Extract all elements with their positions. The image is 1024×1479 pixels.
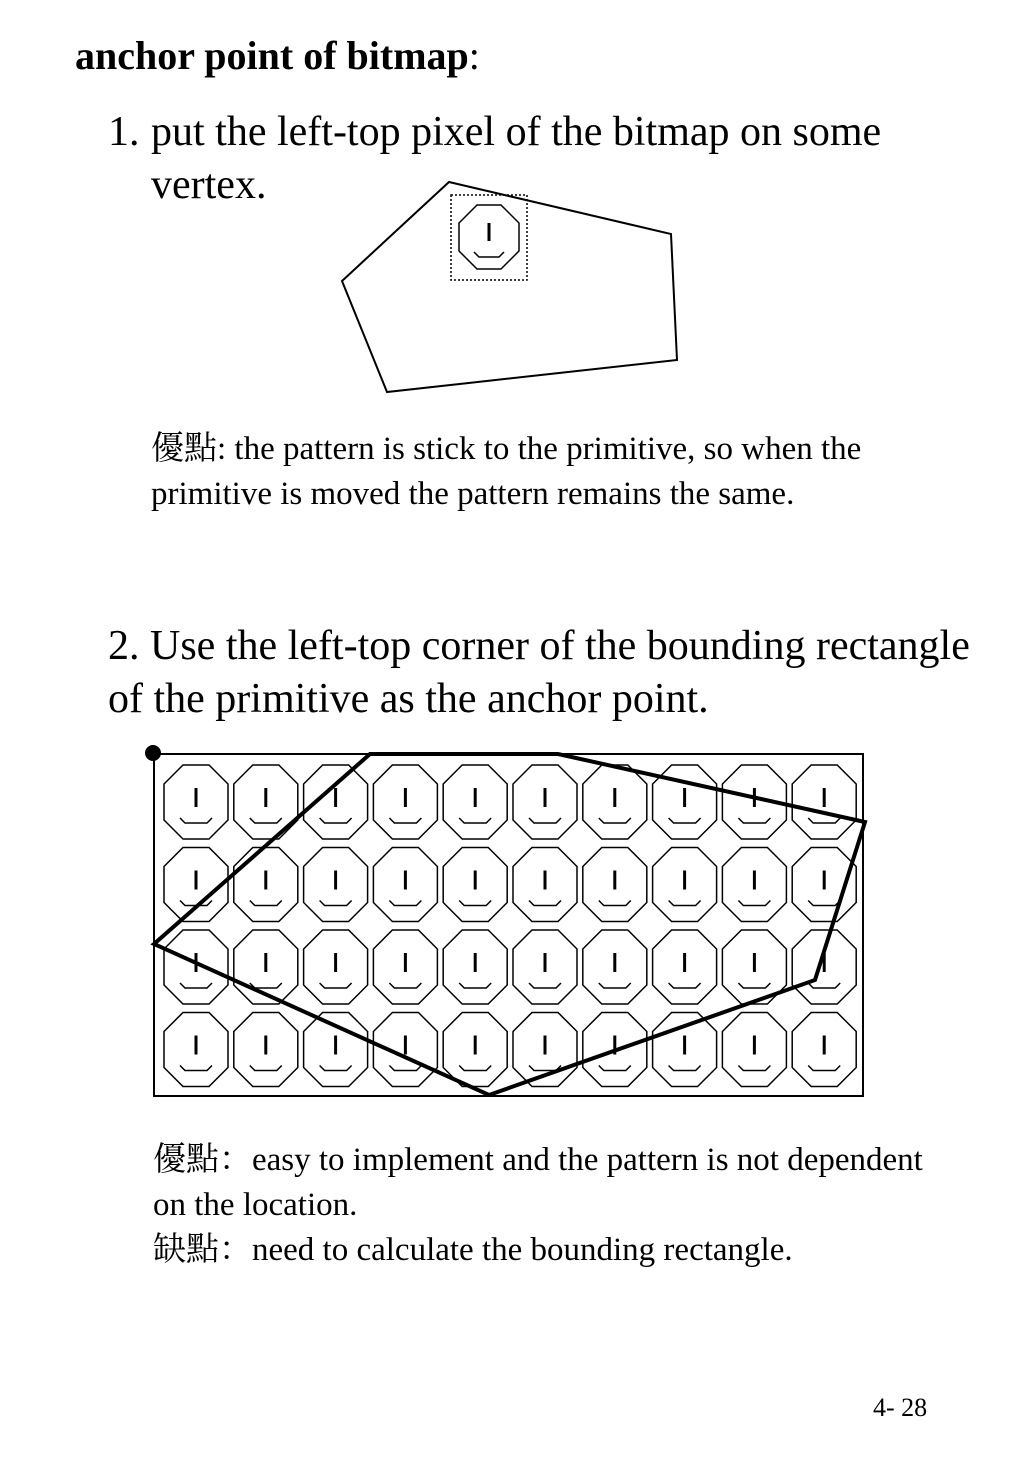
smiley-icon	[443, 848, 507, 922]
item-2-text: 2. Use the left-top corner of the bounding rectangle of the primitive as the anchor point.	[108, 623, 970, 722]
smiley-icon	[373, 930, 437, 1004]
smiley-icon	[653, 848, 717, 922]
smiley-icon	[443, 765, 507, 839]
smiley-icon	[722, 848, 786, 922]
item-1-advantage-note: 優點: the pattern is stick to the primitive, so when the primitive is moved the pattern remains the same.	[151, 431, 862, 512]
heading-colon: :	[468, 33, 480, 78]
smiley-icon	[234, 848, 298, 922]
smiley-icon	[164, 930, 228, 1004]
smiley-icon	[164, 1013, 228, 1087]
smiley-icon	[792, 930, 856, 1004]
item-2-advantage-note: 優點：easy to implement and the pattern is not dependent on the location.	[153, 1142, 923, 1223]
smiley-icon	[373, 1013, 437, 1087]
smiley-icon	[373, 848, 437, 922]
diagram-2-smiley-grid	[164, 765, 856, 1087]
diagram-2-polygon	[154, 754, 865, 1095]
page-number: 4- 28	[873, 1393, 928, 1422]
item-2-disadvantage-note: 缺點：need to calculate the bounding rectangle.	[153, 1232, 793, 1268]
diagram-2-bounding-rect	[154, 754, 863, 1096]
smiley-icon	[373, 765, 437, 839]
smiley-icon	[583, 930, 647, 1004]
item-2-notes	[153, 1138, 953, 1273]
smiley-icon	[792, 765, 856, 839]
smiley-icon	[164, 848, 228, 922]
smiley-icon	[304, 1013, 368, 1087]
smiley-icon	[653, 1013, 717, 1087]
smiley-icon	[722, 1013, 786, 1087]
smiley-icon	[513, 848, 577, 922]
heading-bold: anchor point of bitmap	[75, 33, 469, 78]
smiley-icon	[513, 930, 577, 1004]
smiley-icon	[304, 930, 368, 1004]
smiley-icon	[792, 1013, 856, 1087]
smiley-icon	[443, 1013, 507, 1087]
smiley-icon	[513, 765, 577, 839]
item-1-number: 1.	[108, 109, 140, 155]
smiley-icon	[583, 848, 647, 922]
smiley-icon	[443, 930, 507, 1004]
smiley-icon	[653, 930, 717, 1004]
item-1-text: put the left-top pixel of the bitmap on some vertex.	[151, 109, 882, 208]
smiley-icon	[164, 765, 228, 839]
smiley-icon	[583, 765, 647, 839]
diagram-2-anchor-point	[145, 745, 161, 761]
smiley-icon	[234, 1013, 298, 1087]
smiley-icon	[304, 848, 368, 922]
